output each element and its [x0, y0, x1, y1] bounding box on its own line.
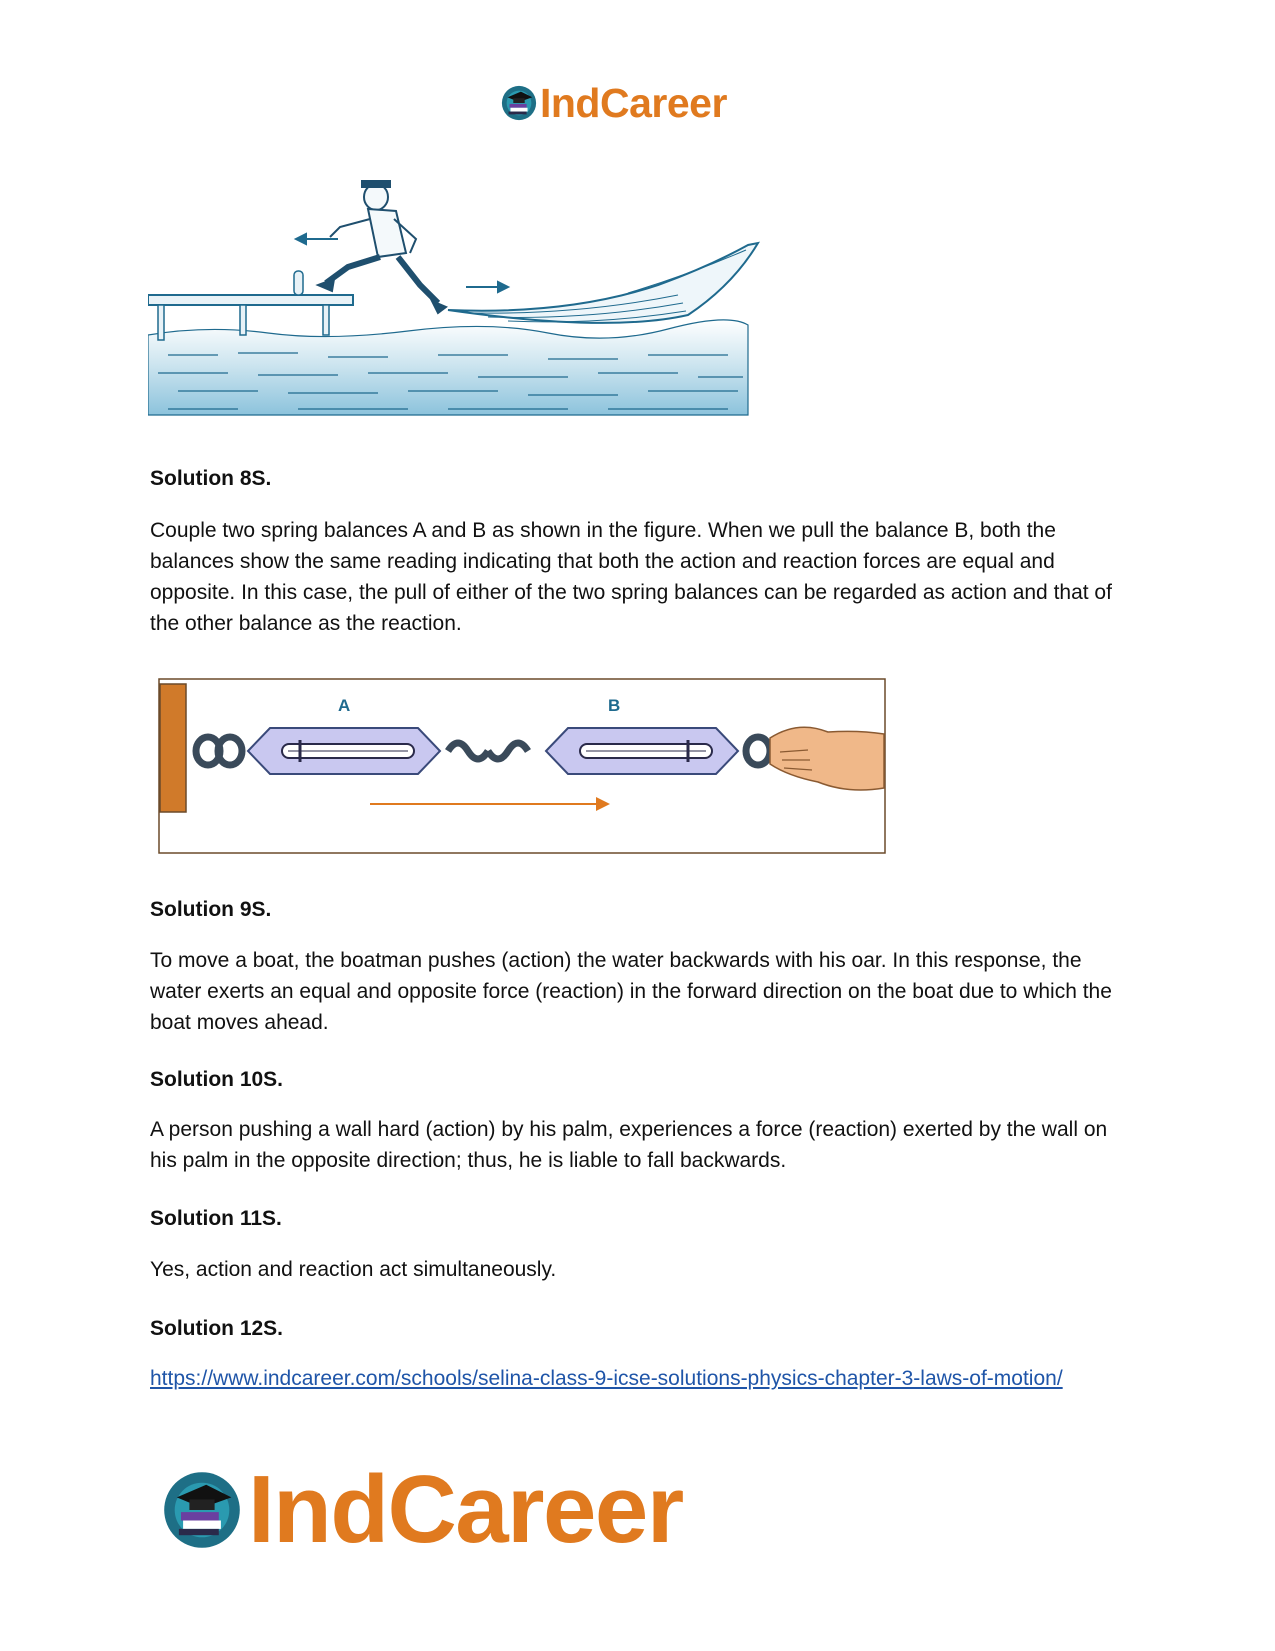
- spring-balances-figure: [158, 678, 888, 858]
- solution-8s-text: Couple two spring balances A and B as shown in the figure. When we pull the balance B, both the balances show the same reading indicating that both the action and reaction forces are equal and opposite. In this case, the pull of either of the two spring balances can be regarded as action and that of the other balance as the reaction.: [150, 519, 1112, 635]
- brand-name: IndCareer: [248, 1456, 683, 1563]
- solution-9s-text: To move a boat, the boatman pushes (action) the water backwards with his oar. In this response, the water exerts an equal and opposite force (reaction) in the forward direction on the boat due to which the boat moves ahead.: [150, 949, 1112, 1034]
- boatman-figure: [148, 175, 788, 425]
- graduation-cap-logo-icon: [500, 84, 538, 122]
- solution-11s-heading: Solution 11S.: [150, 1207, 282, 1230]
- balance-b-label: B: [608, 696, 621, 715]
- solution-10s-heading: Solution 10S.: [150, 1068, 284, 1091]
- solution-12s-link[interactable]: https://www.indcareer.com/schools/selina-class-9-icse-solutions-physics-chapter-3-laws-of-motion/: [150, 1367, 1063, 1390]
- solution-12s-heading: Solution 12S.: [150, 1317, 284, 1340]
- solution-11s-text: Yes, action and reaction act simultaneously.: [150, 1258, 557, 1281]
- brand-name: IndCareer: [540, 79, 727, 126]
- graduation-cap-logo-icon: [160, 1468, 244, 1552]
- solution-10s-text: A person pushing a wall hard (action) by his palm, experiences a force (reaction) exerted by the wall on his palm in the opposite direction; thus, he is liable to fall backwards.: [150, 1118, 1108, 1172]
- solution-9s-heading: Solution 9S.: [150, 898, 272, 921]
- solution-8s-heading: Solution 8S.: [150, 467, 272, 490]
- balance-a-label: A: [338, 696, 351, 715]
- footer-logo: [160, 1456, 683, 1563]
- header-logo: [500, 80, 727, 126]
